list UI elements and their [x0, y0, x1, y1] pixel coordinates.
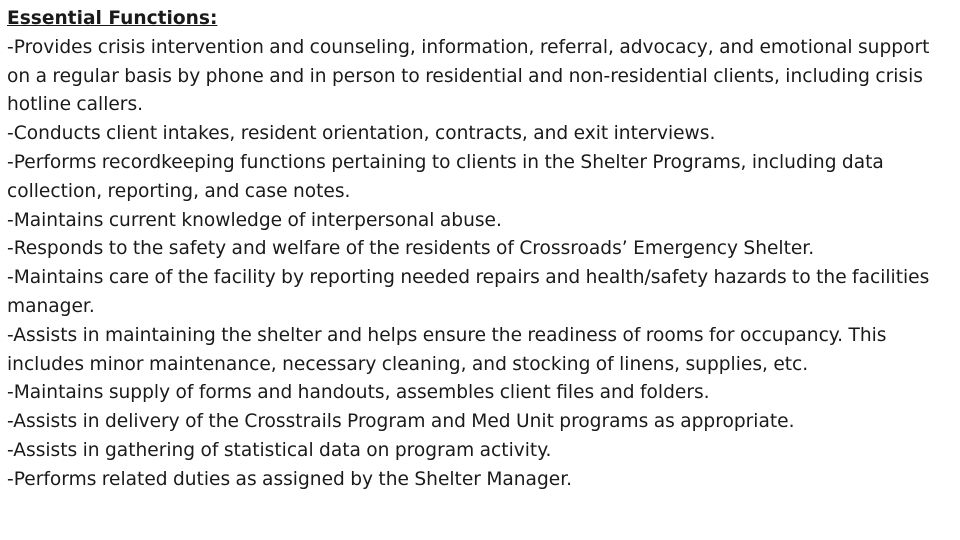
duty-item: -Provides crisis intervention and counseling, information, referral, advocacy, and emotional support on a regular basis by phone and in person to residential and non-residential clients, including crisis hotline callers.: [7, 36, 930, 116]
duty-item: -Assists in maintaining the shelter and helps ensure the readiness of rooms for occupancy. This includes minor maintenance, necessary cleaning, and stocking of linens, supplies, etc.: [7, 324, 887, 375]
duty-item: -Assists in gathering of statistical data on program activity.: [7, 439, 552, 461]
duty-item: -Conducts client intakes, resident orientation, contracts, and exit interviews.: [7, 123, 716, 145]
duty-item: -Responds to the safety and welfare of the residents of Crossroads’ Emergency Shelter.: [7, 238, 815, 260]
job-description-slide: [7, 5, 952, 535]
duty-item: -Performs related duties as assigned by the Shelter Manager.: [7, 468, 573, 490]
duty-item: -Performs recordkeeping functions pertaining to clients in the Shelter Programs, including data collection, reporting, and case notes.: [7, 151, 884, 202]
essential-functions-list: [7, 34, 952, 495]
duty-item: -Maintains supply of forms and handouts, assembles client files and folders.: [7, 382, 710, 404]
section-heading: Essential Functions:: [7, 8, 218, 29]
duty-item: -Maintains current knowledge of interpersonal abuse.: [7, 209, 502, 231]
duty-item: -Maintains care of the facility by reporting needed repairs and health/safety hazards to the facilities manager.: [7, 267, 930, 317]
duty-item: -Assists in delivery of the Crosstrails Program and Med Unit programs as appropriate.: [7, 411, 795, 433]
